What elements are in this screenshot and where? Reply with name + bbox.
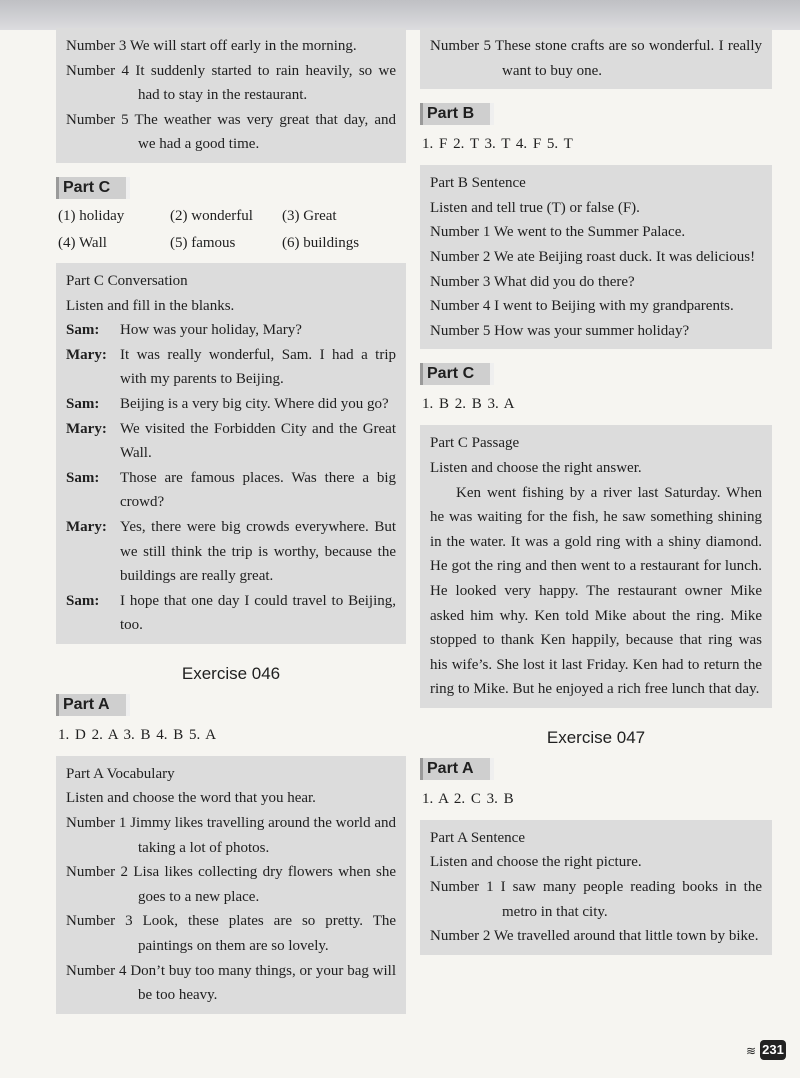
transcript-line: Number 3 We will start off early in the morning. [66,38,357,54]
ex046-part-a-answers: 1. D 2. A 3. B 4. B 5. A [58,726,217,743]
sentence-box [420,165,772,349]
transcript-line: Number 4 It suddenly started to rain heavily, so we had to stay in the restaurant. [66,62,397,104]
transcript-line: Number 4 I went to Beijing with my grandparents. [430,298,734,315]
answer: (4) Wall [58,234,107,251]
passage-text: Ken went fishing by a river last Saturday. When he was waiting for the fish, he saw something shining in the water. It was a gold ring with a shiny diamond. He got the ring and then went to a restaurant for lunch. He looked very happy. The restaurant owner Mike asked him why. Ken told Mike about the ring. Mike stopped to thank Ken happily, because that ring was his wife’s. She lost it last Friday. Ken had to return the ring to Mike. But he enjoyed a rich free lunch that day. [430,484,762,698]
transcript-line: Number 2 We travelled around that little town by bike. [430,928,759,945]
vocabulary-box [56,756,406,1014]
part-c-label: Part C [56,177,126,199]
instruction: Listen and fill in the blanks. [66,297,235,314]
transcript-line: Number 2 We ate Beijing roast duck. It was delicious! [430,248,756,265]
answer: (1) holiday [58,207,125,224]
transcript-line: Number 5 The weather was very great that day, and we had a good time. [66,111,396,153]
dialog-line: Mary: Yes, there were big crowds everywhere. But we still think the trip is worthy, because the buildings are really great. [66,518,396,585]
right-column [420,28,772,955]
dialog-line: Sam: How was your holiday, Mary? [66,322,302,339]
section-title: Part A Sentence [430,829,525,846]
answer: (3) Great [282,207,337,224]
ex047-part-a-answers: 1. A 2. C 3. B [422,790,514,807]
dialog-line: Mary: We visited the Forbidden City and the Great Wall. [66,420,396,462]
part-c-answers [58,203,406,257]
section-title: Part A Vocabulary [66,765,175,782]
part-c-answers: 1. B 2. B 3. A [422,396,515,413]
answer: (6) buildings [282,234,360,251]
transcript-box-continued [420,28,772,89]
transcript-line: Number 5 How was your summer holiday? [430,322,690,339]
part-b-label: Part B [420,103,490,125]
page-number: 231 [760,1040,786,1060]
instruction: Listen and choose the right picture. [430,854,642,871]
page-number-decoration-icon: ≋ [746,1044,757,1058]
dialog-line: Sam: Those are famous places. Was there a big crowd? [66,469,396,511]
section-title: Part B Sentence [430,175,526,192]
ex046-part-a-label: Part A [56,694,126,716]
answer: (5) famous [170,234,236,251]
transcript-line: Number 1 Jimmy likes travelling around the world and taking a lot of photos. [66,815,397,856]
transcript-line: Number 1 We went to the Summer Palace. [430,224,686,241]
section-title: Part C Passage [430,435,520,452]
part-b-answers: 1. F 2. T 3. T 4. F 5. T [422,136,573,153]
transcript-line: Number 5 These stone crafts are so wonderful. I really want to buy one. [430,38,763,79]
transcript-line: Number 2 Lisa likes collecting dry flowers when she goes to a new place. [66,864,397,905]
left-column [56,28,406,1014]
section-title: Part C Conversation [66,272,188,289]
instruction: Listen and choose the right answer. [430,459,642,476]
exercise-047-title: Exercise 047 [546,727,646,747]
dialog-line: Sam: I hope that one day I could travel to Beijing, too. [66,592,396,634]
instruction: Listen and tell true (T) or false (F). [430,199,640,216]
exercise-046-title: Exercise 046 [181,663,281,683]
ex047-part-a-label: Part A [420,758,490,780]
conversation-box [56,263,406,644]
transcript-line: Number 3 Look, these plates are so pretty. The paintings on them are so lovely. [66,913,397,955]
part-c-label: Part C [420,363,490,385]
dialog-line: Mary: It was really wonderful, Sam. I had a trip with my parents to Beijing. [66,346,396,388]
dialog-line: Sam: Beijing is a very big city. Where did you go? [66,395,389,412]
transcript-line: Number 1 I saw many people reading books in the metro in that city. [430,879,763,920]
sentence-box [420,820,772,955]
transcript-line: Number 3 What did you do there? [430,273,635,290]
passage-box [420,425,772,708]
answer: (2) wonderful [170,207,253,224]
transcript-line: Number 4 Don’t buy too many things, or your bag will be too heavy. [66,962,397,1004]
instruction: Listen and choose the word that you hear. [66,790,316,807]
transcript-box-continued [56,28,406,163]
